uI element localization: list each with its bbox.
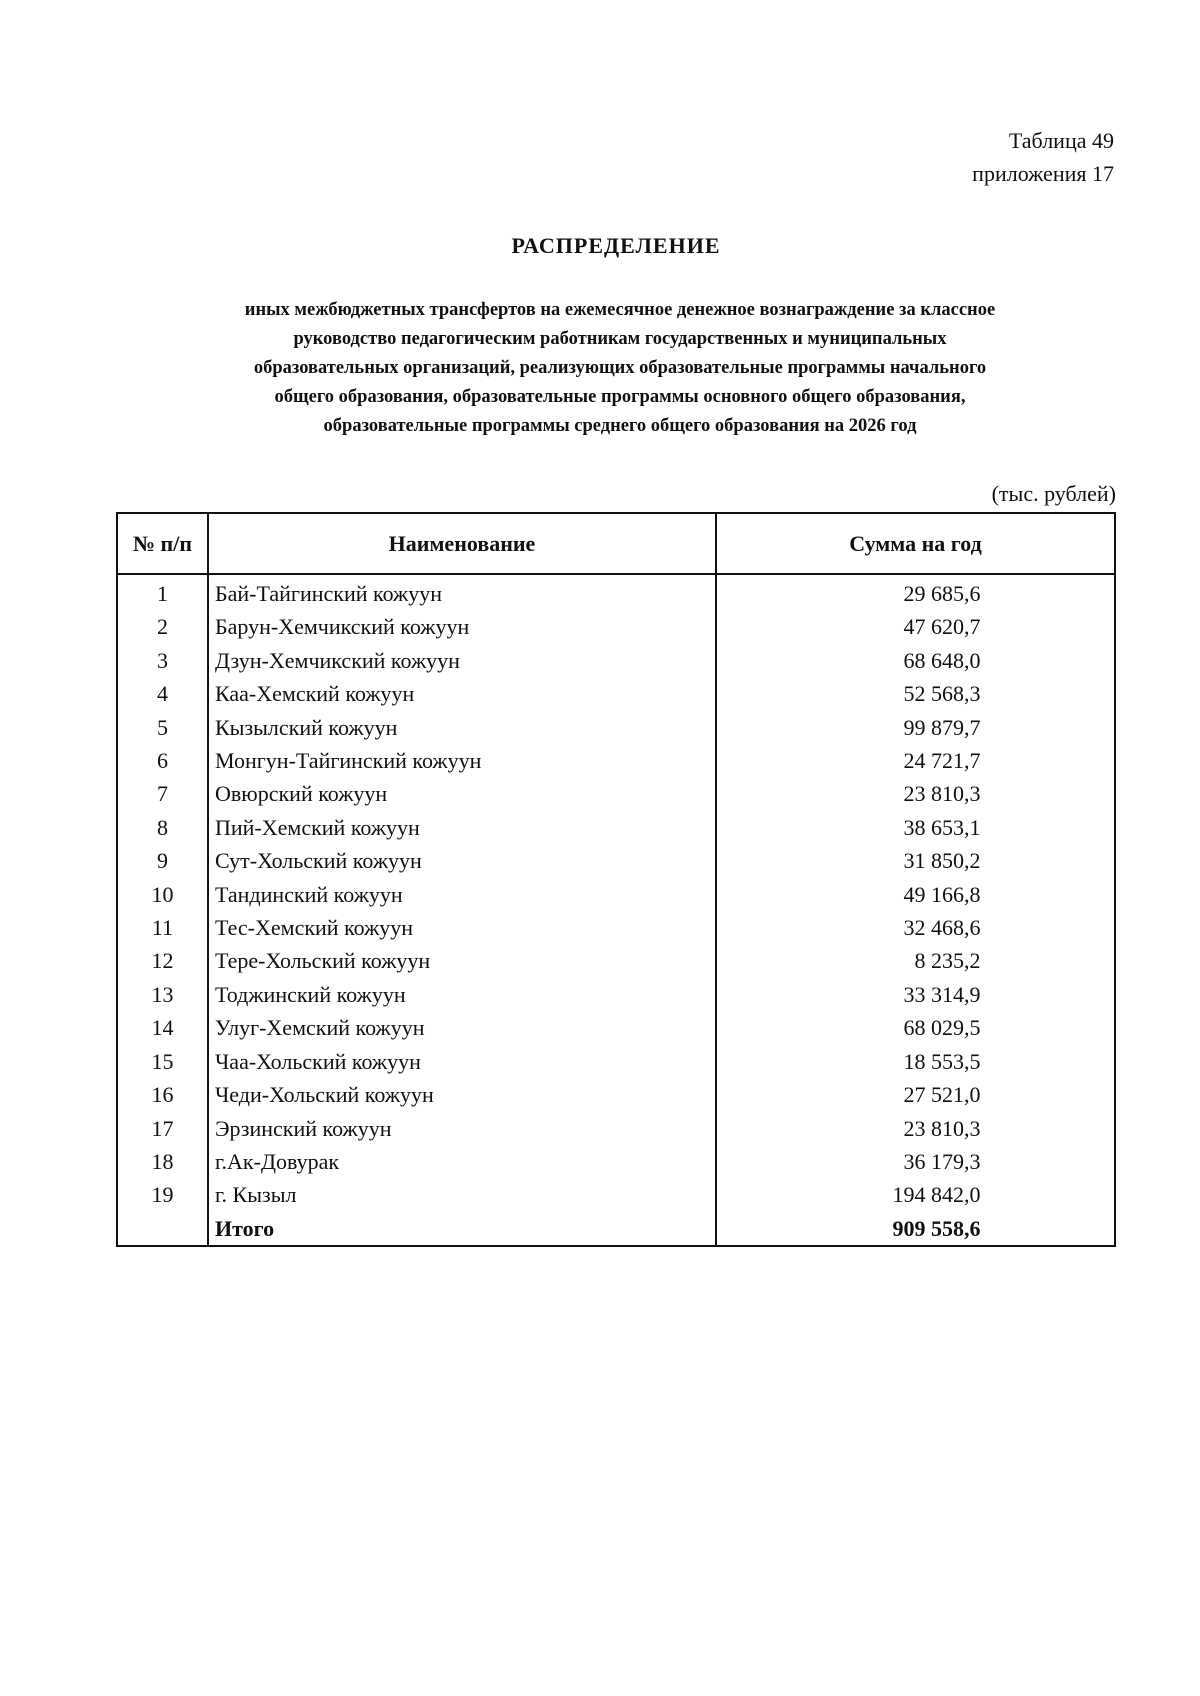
row-sum: 47 620,7 [903, 614, 981, 640]
table-row [117, 711, 1115, 744]
row-name: Сут-Хольский кожуун [208, 844, 716, 877]
row-sum: 18 553,5 [903, 1048, 981, 1074]
table-row [117, 610, 1115, 643]
table-row [117, 1011, 1115, 1044]
total-sum-cell [716, 1212, 1115, 1246]
row-name: Овюрский кожуун [208, 777, 716, 810]
row-sum: 49 166,8 [903, 881, 981, 907]
row-sum: 32 468,6 [903, 915, 981, 941]
row-name: г. Кызыл [208, 1178, 716, 1211]
row-sum-cell [716, 777, 1115, 810]
table-row [117, 911, 1115, 944]
row-sum-cell [716, 1145, 1115, 1178]
row-sum-cell [716, 1078, 1115, 1111]
table-row [117, 944, 1115, 977]
row-name: Тере-Хольский кожуун [208, 944, 716, 977]
subtitle-line: иных межбюджетных трансфертов на ежемесячное денежное вознаграждение за классное [244, 300, 996, 320]
row-sum-cell [716, 844, 1115, 877]
row-number: 2 [117, 610, 208, 643]
table-row [117, 978, 1115, 1011]
row-number: 12 [117, 944, 208, 977]
row-name: Пий-Хемский кожуун [208, 811, 716, 844]
row-number: 10 [117, 878, 208, 911]
row-sum: 36 179,3 [903, 1148, 981, 1174]
row-sum: 24 721,7 [903, 748, 981, 774]
table-number-label: Таблица 49 [1008, 128, 1114, 153]
table-row [117, 1045, 1115, 1078]
row-sum: 23 810,3 [903, 781, 981, 807]
table-row [117, 677, 1115, 710]
row-number: 6 [117, 744, 208, 777]
row-number: 18 [117, 1145, 208, 1178]
total-row [117, 1212, 1115, 1246]
row-sum: 31 850,2 [903, 848, 981, 874]
row-name: Каа-Хемский кожуун [208, 677, 716, 710]
table-body [117, 574, 1115, 1246]
row-sum-cell [716, 644, 1115, 677]
row-sum-cell [716, 677, 1115, 710]
row-sum-cell [716, 1112, 1115, 1145]
row-name: Барун-Хемчикский кожуун [208, 610, 716, 643]
document-title: РАСПРЕДЕЛЕНИЕ [511, 233, 721, 258]
row-sum-cell [716, 1011, 1115, 1044]
table-header-row [117, 513, 1115, 574]
row-sum: 23 810,3 [903, 1115, 981, 1141]
total-sum: 909 558,6 [892, 1215, 981, 1241]
row-sum-cell [716, 978, 1115, 1011]
row-number: 8 [117, 811, 208, 844]
row-sum-cell [716, 574, 1115, 610]
row-number: 3 [117, 644, 208, 677]
appendix-label: приложения 17 [972, 161, 1114, 186]
row-number: 11 [117, 911, 208, 944]
row-sum: 194 842,0 [892, 1182, 981, 1208]
row-name: г.Ак-Довурак [208, 1145, 716, 1178]
subtitle-line: руководство педагогическим работникам государственных и муниципальных [293, 329, 947, 349]
row-number: 9 [117, 844, 208, 877]
row-sum: 33 314,9 [903, 981, 981, 1007]
table-row [117, 777, 1115, 810]
row-name: Тандинский кожуун [208, 878, 716, 911]
subtitle-line: образовательные программы среднего общего образования на 2026 год [323, 416, 917, 436]
subtitle-line: образовательных организаций, реализующих образовательные программы начального [253, 358, 987, 378]
row-number: 13 [117, 978, 208, 1011]
total-number-cell [117, 1212, 208, 1246]
row-sum-cell [716, 610, 1115, 643]
row-sum: 38 653,1 [903, 814, 981, 840]
row-number: 4 [117, 677, 208, 710]
column-header-number: № п/п [117, 513, 208, 574]
row-name: Чеди-Хольский кожуун [208, 1078, 716, 1111]
row-number: 19 [117, 1178, 208, 1211]
table-row [117, 811, 1115, 844]
row-number: 7 [117, 777, 208, 810]
row-number: 17 [117, 1112, 208, 1145]
table-row [117, 844, 1115, 877]
row-number: 1 [117, 574, 208, 610]
table-row [117, 1112, 1115, 1145]
row-sum: 68 029,5 [903, 1015, 981, 1041]
table-row [117, 1178, 1115, 1211]
document-subtitle [120, 296, 1120, 441]
row-sum-cell [716, 944, 1115, 977]
units-label: (тыс. рублей) [991, 481, 1116, 506]
row-name: Бай-Тайгинский кожуун [208, 574, 716, 610]
row-sum-cell [716, 811, 1115, 844]
table-row [117, 644, 1115, 677]
row-sum: 27 521,0 [903, 1082, 981, 1108]
row-number: 5 [117, 711, 208, 744]
row-sum-cell [716, 1178, 1115, 1211]
row-sum: 29 685,6 [903, 581, 981, 606]
row-sum: 8 235,2 [914, 948, 981, 974]
row-sum: 99 879,7 [903, 714, 981, 740]
row-name: Тес-Хемский кожуун [208, 911, 716, 944]
row-sum-cell [716, 878, 1115, 911]
row-number: 15 [117, 1045, 208, 1078]
total-label: Итого [208, 1212, 716, 1246]
row-name: Тоджинский кожуун [208, 978, 716, 1011]
subtitle-line: общего образования, образовательные программы основного общего образования, [274, 387, 966, 407]
row-sum: 52 568,3 [903, 681, 981, 707]
table-row [117, 744, 1115, 777]
row-name: Дзун-Хемчикский кожуун [208, 644, 716, 677]
row-sum: 68 648,0 [903, 647, 981, 673]
table-row [117, 1145, 1115, 1178]
table-reference [972, 124, 1114, 190]
row-number: 16 [117, 1078, 208, 1111]
row-sum-cell [716, 911, 1115, 944]
table-row [117, 878, 1115, 911]
row-name: Монгун-Тайгинский кожуун [208, 744, 716, 777]
column-header-sum: Сумма на год [716, 513, 1115, 574]
row-name: Чаа-Хольский кожуун [208, 1045, 716, 1078]
row-name: Эрзинский кожуун [208, 1112, 716, 1145]
column-header-name: Наименование [208, 513, 716, 574]
row-sum-cell [716, 711, 1115, 744]
row-sum-cell [716, 744, 1115, 777]
row-name: Улуг-Хемский кожуун [208, 1011, 716, 1044]
row-name: Кызылский кожуун [208, 711, 716, 744]
table-row [117, 574, 1115, 610]
table-row [117, 1078, 1115, 1111]
distribution-table [116, 512, 1116, 1247]
row-sum-cell [716, 1045, 1115, 1078]
row-number: 14 [117, 1011, 208, 1044]
